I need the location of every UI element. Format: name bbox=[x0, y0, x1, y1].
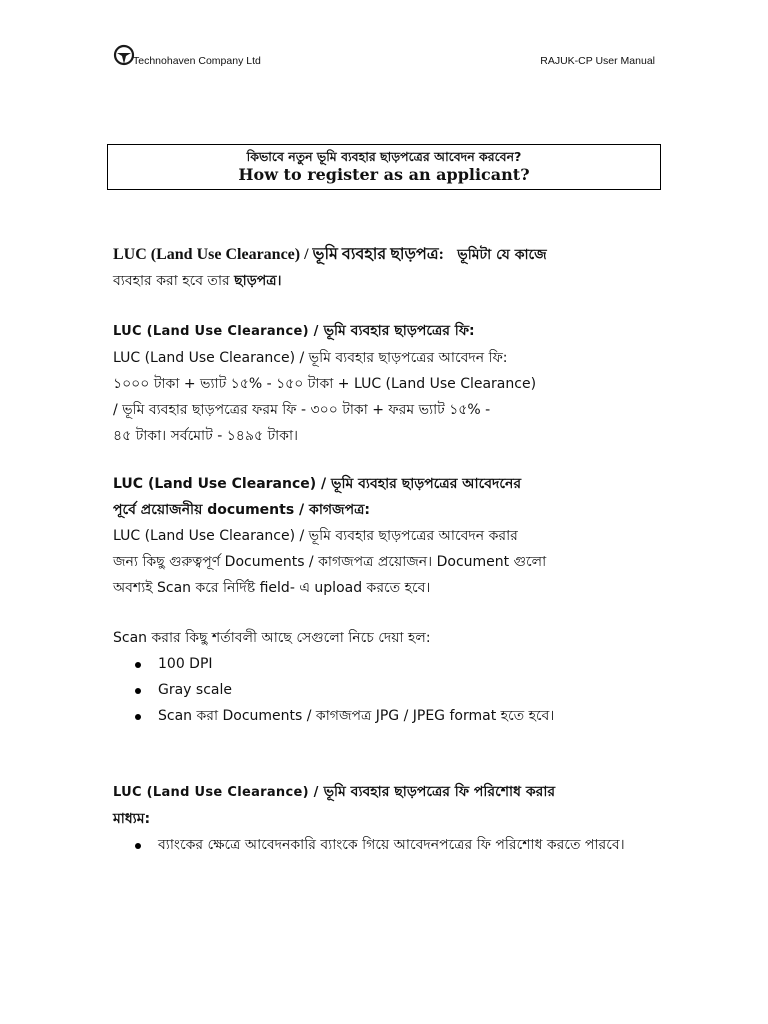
manual-title: RAJUK-CP User Manual bbox=[540, 55, 655, 67]
luc-fee-line4: ৪৫ টাকা। সর্বমোট - ১৪৯৫ টাকা। bbox=[113, 428, 299, 444]
luc-definition-text3: ছাড়পত্র। bbox=[234, 273, 282, 289]
payment-heading-bn1: ভূমি ব্যবহার ছাড়পত্রের ফি পরিশোধ করার bbox=[323, 784, 556, 800]
luc-fee-heading-luc: LUC (Land Use Clearance) / bbox=[113, 324, 324, 339]
luc-fee-line3: / ভূমি ব্যবহার ছাড়পত্রের ফরম ফি - ৩০০ টাকা + ফরম ভ্যাট ১৫% - bbox=[113, 402, 491, 418]
payment-heading-luc: LUC (Land Use Clearance) / bbox=[113, 785, 324, 800]
docs-heading-bn2: পূর্বে প্রয়োজনীয় bbox=[113, 502, 208, 518]
scan-intro: Scan করার কিছু শর্তাবলী আছে সেগুলো নিচে দেয়া হল: bbox=[113, 630, 431, 646]
scan-item-format: Scan করা Documents / কাগজপত্র JPG / JPEG format হতে হবে। bbox=[158, 708, 555, 724]
docs-heading-luc: LUC (Land Use Clearance) / bbox=[113, 476, 332, 492]
luc-definition-label: LUC (Land Use Clearance) / ভূমি ব্যবহার ছাড়পত্র: bbox=[113, 246, 444, 263]
luc-definition-line2 bbox=[113, 268, 658, 294]
luc-definition-text2: ব্যবহার করা হবে তার bbox=[113, 273, 235, 289]
payment-methods-list bbox=[113, 832, 658, 858]
title-box bbox=[107, 144, 661, 190]
company-name: Technohaven Company Ltd bbox=[133, 55, 261, 67]
docs-heading-docs: documents / bbox=[207, 502, 310, 518]
luc-fee-line1: LUC (Land Use Clearance) / ভূমি ব্যবহার ছাড়পত্রের আবেদন ফি: bbox=[113, 350, 508, 366]
section-required-documents bbox=[113, 471, 658, 601]
payment-heading-line2: মাধ্যম: bbox=[113, 811, 151, 827]
list-item bbox=[113, 651, 658, 677]
section-payment-method bbox=[113, 779, 658, 858]
docs-heading-bn1: ভূমি ব্যবহার ছাড়পত্রের আবেদনের bbox=[331, 476, 522, 492]
list-item bbox=[113, 703, 658, 729]
luc-definition-text: ভূমিটা যে কাজে bbox=[457, 247, 547, 263]
scan-item-gray: Gray scale bbox=[158, 682, 232, 698]
bullet-icon bbox=[135, 662, 141, 668]
docs-line1: LUC (Land Use Clearance) / ভূমি ব্যবহার ছাড়পত্রের আবেদন করার bbox=[113, 528, 518, 544]
docs-line3: অবশ্যই Scan করে নির্দিষ্ট field- এ upload করতে হবে। bbox=[113, 580, 431, 596]
title-bengali: কিভাবে নতুন ভূমি ব্যবহার ছাড়পত্রের আবেদন করবেন? bbox=[246, 149, 522, 164]
payment-heading-line1 bbox=[113, 779, 658, 806]
bullet-icon bbox=[135, 688, 141, 694]
section-luc-definition bbox=[113, 242, 658, 294]
section-scan-conditions bbox=[113, 625, 658, 729]
page-header bbox=[113, 44, 655, 72]
section-luc-fee bbox=[113, 318, 658, 449]
bullet-icon bbox=[135, 714, 141, 720]
luc-fee-heading-bn: ভূমি ব্যবহার ছাড়পত্রের ফি: bbox=[323, 323, 475, 339]
scan-item-dpi: 100 DPI bbox=[158, 656, 213, 672]
luc-fee-heading bbox=[113, 318, 658, 345]
luc-definition-line1 bbox=[113, 242, 658, 268]
docs-heading-bn3: কাগজপত্র: bbox=[309, 502, 370, 518]
list-item bbox=[113, 832, 658, 858]
docs-heading-line1 bbox=[113, 471, 658, 497]
title-english: How to register as an applicant? bbox=[238, 165, 530, 184]
payment-item-bank: ব্যাংকের ক্ষেত্রে আবেদনকারি ব্যাংকে গিয়ে আবেদনপত্রের ফি পরিশোধ করতে পারবে। bbox=[158, 837, 625, 853]
docs-heading-line2 bbox=[113, 497, 658, 523]
bullet-icon bbox=[135, 843, 141, 849]
docs-line2: জন্য কিছু গুরুত্বপূর্ণ Documents / কাগজপত্র প্রয়োজন। Document গুলো bbox=[113, 554, 547, 570]
company-logo-icon bbox=[113, 44, 135, 66]
list-item bbox=[113, 677, 658, 703]
luc-fee-line2: ১০০০ টাকা + ভ্যাট ১৫% - ১৫০ টাকা + LUC (Land Use Clearance) bbox=[113, 376, 537, 392]
scan-conditions-list bbox=[113, 651, 658, 729]
